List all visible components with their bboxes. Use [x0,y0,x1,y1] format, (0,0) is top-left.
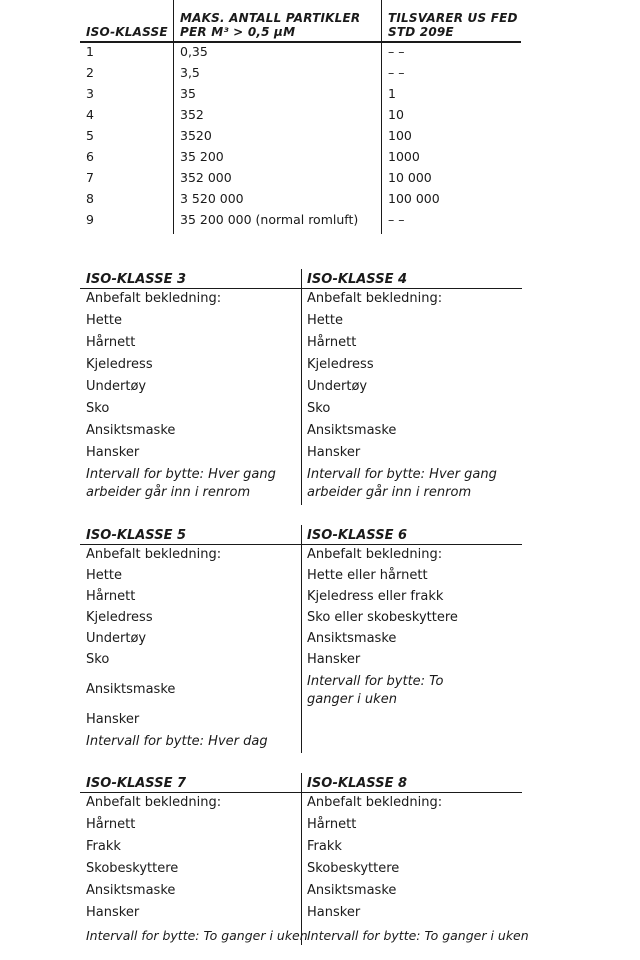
list-item: Frakk [307,839,342,854]
list-item: Anbefalt bekledning: [307,795,443,810]
cell-fed-std: 100 000 [388,191,440,206]
list-item: Ansiktsmaske [307,883,397,898]
list-item: Hansker [86,445,140,460]
iso-klasse-4-title: ISO-KLASSE 4 [307,272,408,287]
header-us-fed-std: TILSVARER US FED STD 209E [388,11,518,39]
change-interval-note: Intervall for bytte: To ganger i uken [307,928,529,943]
table-row [80,167,521,188]
iso-block-3-4 [80,271,522,511]
block-header [80,527,522,545]
list-item: Sko [307,401,331,416]
list-item: Hårnett [307,817,357,832]
header-max-particles: MAKS. ANTALL PARTIKLER PER M³ > 0,5 µM [180,11,361,39]
list-item: Skobeskyttere [307,861,400,876]
header-iso-klasse: ISO-KLASSE [86,25,168,39]
cell-particles: 352 000 [180,170,232,185]
column-divider [301,269,302,505]
list-item: Ansiktsmaske [307,423,397,438]
cell-class: 3 [86,86,94,101]
cell-particles: 3 520 000 [180,191,244,206]
list-item: Kjeledress [307,357,374,372]
cell-particles: 35 [180,86,196,101]
table-row [80,146,521,167]
table-header [80,0,521,43]
iso-block-5-6 [80,527,522,757]
change-interval-note: Intervall for bytte: Hver gang arbeider går inn i renrom [307,467,497,500]
cell-particles: 35 200 [180,149,224,164]
change-interval-note: Intervall for bytte: To ganger i uken [86,928,308,943]
list-item: Hansker [86,905,140,920]
cell-fed-std: 1000 [388,149,420,164]
table-row [80,188,521,209]
table-row [80,209,521,230]
table-row [80,125,521,146]
change-interval-note: Intervall for bytte: Hver dag [86,734,268,749]
cell-class: 8 [86,191,94,206]
cell-fed-std: 10 000 [388,170,432,185]
list-item: Hansker [307,905,361,920]
cell-class: 6 [86,149,94,164]
iso-klasse-6-title: ISO-KLASSE 6 [307,528,408,543]
cell-fed-std: 100 [388,128,412,143]
list-item: Hårnett [307,335,357,350]
cell-particles: 3,5 [180,65,200,80]
list-item: Anbefalt bekledning: [307,291,443,306]
list-item: Hette [307,313,343,328]
cell-fed-std: – – [388,65,405,80]
list-item: Anbefalt bekledning: [86,795,222,810]
list-item: Sko eller skobeskyttere [307,610,458,625]
list-item: Ansiktsmaske [86,883,176,898]
block-header [80,775,522,793]
change-interval-note: Intervall for bytte: Hver gang arbeider går inn i renrom [86,467,276,500]
list-item: Kjeledress eller frakk [307,589,444,604]
table-row [80,104,521,125]
list-item: Kjeledress [86,357,153,372]
cell-class: 9 [86,212,94,227]
list-item: Ansiktsmaske [307,631,397,646]
cell-particles: 35 200 000 (normal romluft) [180,212,359,227]
list-item: Undertøy [307,379,368,394]
list-item: Undertøy [86,379,147,394]
list-item: Hårnett [86,589,136,604]
list-item: Sko [86,652,110,667]
table-row [80,62,521,83]
list-item: Frakk [86,839,121,854]
list-item: Kjeledress [86,610,153,625]
cell-fed-std: 1 [388,86,396,101]
list-item: Ansiktsmaske [86,423,176,438]
cell-class: 2 [86,65,94,80]
iso-klasse-5-title: ISO-KLASSE 5 [86,528,187,543]
list-item: Hansker [307,652,361,667]
cell-fed-std: 10 [388,107,404,122]
list-item: Hette [86,313,122,328]
list-item: Hansker [86,712,140,727]
list-item: Sko [86,401,110,416]
column-divider [301,773,302,945]
list-item: Ansiktsmaske [86,682,176,697]
table-row [80,41,521,62]
iso-klasse-7-title: ISO-KLASSE 7 [86,776,187,791]
iso-klasse-3-title: ISO-KLASSE 3 [86,272,187,287]
list-item: Skobeskyttere [86,861,179,876]
list-item: Anbefalt bekledning: [86,547,222,562]
cell-class: 7 [86,170,94,185]
iso-klasse-8-title: ISO-KLASSE 8 [307,776,408,791]
cell-particles: 3520 [180,128,212,143]
list-item: Hansker [307,445,361,460]
cell-particles: 352 [180,107,204,122]
list-item: Hårnett [86,335,136,350]
list-item: Hette eller hårnett [307,568,428,583]
table-row [80,83,521,104]
cell-class: 1 [86,44,94,59]
list-item: Anbefalt bekledning: [86,291,222,306]
change-interval-note: Intervall for bytte: To ganger i uken [307,674,444,707]
column-divider [301,525,302,753]
list-item: Anbefalt bekledning: [307,547,443,562]
list-item: Undertøy [86,631,147,646]
list-item: Hårnett [86,817,136,832]
cell-class: 4 [86,107,94,122]
cell-particles: 0,35 [180,44,208,59]
cell-fed-std: – – [388,212,405,227]
cell-fed-std: – – [388,44,405,59]
cell-class: 5 [86,128,94,143]
iso-class-table [80,0,521,235]
list-item: Hette [86,568,122,583]
block-header [80,271,522,289]
iso-block-7-8 [80,775,529,950]
